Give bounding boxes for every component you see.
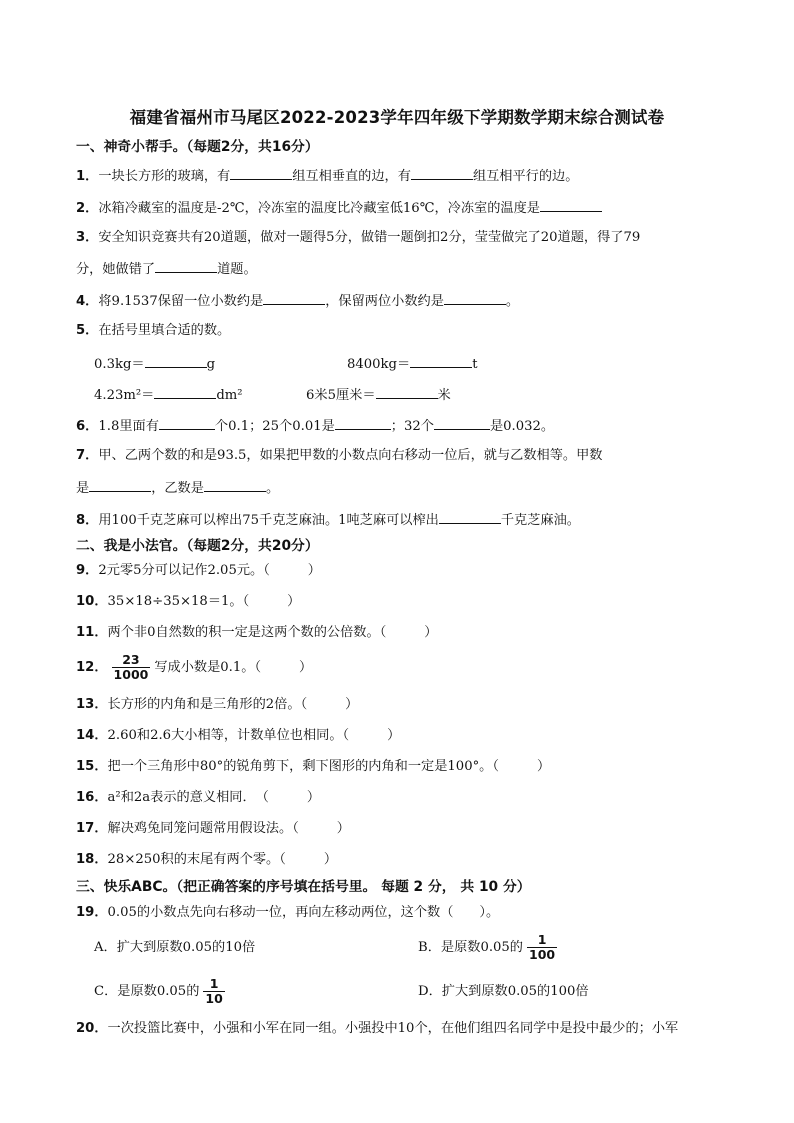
fraction-numerator: 1 <box>209 976 219 991</box>
question-number: 19． <box>76 905 108 920</box>
question-1 <box>76 165 578 187</box>
question-number: 4． <box>76 294 99 309</box>
answer-blank[interactable] <box>263 290 325 305</box>
answer-blank[interactable] <box>444 290 506 305</box>
section-3-heading: 三、快乐ABC。（把正确答案的序号填在括号里。 每题 2 分， 共 10 分） <box>76 879 531 895</box>
answer-blank[interactable] <box>204 477 266 492</box>
fraction <box>527 933 557 962</box>
question-number: 3． <box>76 230 99 245</box>
question-text: 分，她做错了 <box>76 262 156 277</box>
paren-close: ） <box>387 728 401 743</box>
answer-blank[interactable] <box>145 353 207 368</box>
fraction-numerator: 23 <box>122 652 140 667</box>
question-14 <box>76 726 400 746</box>
question-text: 千克芝麻油。 <box>500 513 580 528</box>
exam-title: 福建省福州市马尾区2022-2023学年四年级下学期数学期末综合测试卷 <box>129 108 665 127</box>
question-text: a²和2a表示的意义相同． （ <box>107 790 269 805</box>
question-12 <box>76 651 312 685</box>
question-number: 20． <box>76 1021 108 1036</box>
question-13 <box>76 695 358 715</box>
option-c[interactable] <box>94 975 229 1009</box>
question-17 <box>76 819 350 839</box>
question-number: 14． <box>76 728 108 743</box>
question-10 <box>76 592 300 612</box>
question-9 <box>76 561 321 581</box>
question-19 <box>76 903 499 923</box>
question-text: 组互相垂直的边，有 <box>292 169 411 184</box>
item-text: 4.23m²＝ <box>94 388 155 403</box>
question-text: 安全知识竞赛共有20道题，做对一题得5分，做错一题倒扣2分，莹莹做完了20道题，得了79 <box>98 230 641 245</box>
fraction-denominator: 10 <box>205 991 223 1006</box>
question-5-item-4 <box>306 384 451 406</box>
paren-close: ） <box>307 563 321 578</box>
question-number: 2． <box>76 201 99 216</box>
question-number: 6． <box>76 419 99 434</box>
answer-blank[interactable] <box>439 509 501 524</box>
question-text: 用100千克芝麻可以榨出75千克芝麻油。1吨芝麻可以榨出 <box>98 513 439 528</box>
answer-blank[interactable] <box>540 197 602 212</box>
answer-blank[interactable] <box>434 415 490 430</box>
item-text: 6米5厘米＝ <box>306 388 376 403</box>
option-a-text: A．扩大到原数0.05的10倍 <box>94 940 256 955</box>
question-7-cont <box>76 477 279 499</box>
question-16 <box>76 788 320 808</box>
question-number: 18． <box>76 852 108 867</box>
option-c-text: C．是原数0.05的 <box>94 984 200 999</box>
question-text: 冰箱冷藏室的温度是-2℃，冷冻室的温度比冷藏室低16℃，冷冻室的温度是 <box>98 201 540 216</box>
question-number: 8． <box>76 513 99 528</box>
question-text: 长方形的内角和是三角形的2倍。（ <box>107 697 308 712</box>
question-number: 15． <box>76 759 108 774</box>
question-4 <box>76 290 519 312</box>
question-5-item-3 <box>94 384 243 406</box>
item-text: 8400kg＝ <box>347 357 411 372</box>
question-number: 16． <box>76 790 108 805</box>
question-text: ，乙数是 <box>151 481 204 496</box>
fraction-denominator: 1000 <box>113 667 149 682</box>
item-unit: t <box>472 357 478 372</box>
question-number: 1． <box>76 169 99 184</box>
question-text: 是0.032。 <box>489 419 555 434</box>
paren-close: ） <box>323 852 338 867</box>
question-18 <box>76 850 337 870</box>
answer-blank[interactable] <box>376 384 438 399</box>
answer-blank[interactable] <box>159 415 215 430</box>
section-1-heading: 一、神奇小帮手。（每题2分，共16分） <box>76 139 319 155</box>
question-3-cont <box>76 258 257 280</box>
question-text: 个0.1；25个0.01是 <box>214 419 335 434</box>
option-b-text: B．是原数0.05的 <box>418 940 523 955</box>
paren-close: ） <box>536 759 551 774</box>
question-text: 是 <box>76 481 90 496</box>
answer-blank[interactable] <box>411 165 473 180</box>
question-text: 写成小数是0.1。（ <box>154 660 262 675</box>
option-a[interactable] <box>94 931 255 965</box>
question-text: 28×250积的末尾有两个零。（ <box>107 852 286 867</box>
question-text: 1.8里面有 <box>98 419 159 434</box>
option-d-text: D．扩大到原数0.05的100倍 <box>418 984 589 999</box>
paren-close: ） <box>299 660 313 675</box>
answer-blank[interactable] <box>155 258 217 273</box>
question-20 <box>76 1019 678 1039</box>
option-d[interactable] <box>418 975 589 1009</box>
question-3 <box>76 228 640 248</box>
answer-blank[interactable] <box>89 477 151 492</box>
question-6 <box>76 415 554 437</box>
question-7 <box>76 446 603 466</box>
question-number: 5． <box>76 323 99 338</box>
question-text: 一块长方形的玻璃，有 <box>98 169 231 184</box>
paren-close: ） <box>424 625 438 640</box>
question-number: 11． <box>76 625 108 640</box>
question-text: 。 <box>265 481 280 496</box>
question-number: 13． <box>76 697 108 712</box>
question-text: 组互相平行的边。 <box>472 169 579 184</box>
fraction-numerator: 1 <box>537 932 547 947</box>
question-text: 甲、乙两个数的和是93.5，如果把甲数的小数点向右移动一位后，就与乙数相等。甲数 <box>98 448 603 463</box>
question-text: 两个非0自然数的积一定是这两个数的公倍数。（ <box>107 625 387 640</box>
question-5-item-1 <box>94 353 215 375</box>
question-text: 把一个三角形中80°的锐角剪下，剩下图形的内角和一定是100°。（ <box>107 759 499 774</box>
question-text: 在括号里填合适的数。 <box>98 323 231 338</box>
paren-close: ） <box>306 790 320 805</box>
item-unit: 米 <box>437 388 451 403</box>
question-text: 2.60和2.6大小相等，计数单位也相同。（ <box>107 728 350 743</box>
question-text: ，保留两位小数约是 <box>325 294 444 309</box>
section-2-heading: 二、我是小法官。（每题2分，共20分） <box>76 538 319 554</box>
question-number: 17． <box>76 821 108 836</box>
question-text: ；32个 <box>390 419 434 434</box>
fraction <box>112 653 151 682</box>
question-15 <box>76 757 550 777</box>
fraction <box>203 977 224 1006</box>
question-number: 10． <box>76 594 108 609</box>
question-11 <box>76 623 437 643</box>
paren-close: ） <box>336 821 350 836</box>
question-text: 。 <box>505 294 520 309</box>
question-5 <box>76 321 230 341</box>
question-number: 12． <box>76 660 108 675</box>
question-text: 35×18÷35×18＝1。（ <box>107 594 250 609</box>
question-text: 将9.1537保留一位小数约是 <box>98 294 264 309</box>
answer-blank[interactable] <box>335 415 391 430</box>
question-text: 2元零5分可以记作2.05元。（ <box>98 563 270 578</box>
answer-blank[interactable] <box>410 353 472 368</box>
question-text: 一次投篮比赛中，小强和小军在同一组。小强投中10个，在他们组四名同学中是投中最少的；小军 <box>107 1021 679 1036</box>
item-unit: g <box>206 357 216 372</box>
item-unit: dm² <box>216 388 243 403</box>
question-number: 7． <box>76 448 99 463</box>
question-text: 0.05的小数点先向右移动一位，再向左移动两位，这个数（ <box>107 905 454 920</box>
question-2 <box>76 197 602 219</box>
answer-blank[interactable] <box>154 384 216 399</box>
paren-close: ） <box>345 697 359 712</box>
paren-close: ）。 <box>479 905 500 920</box>
paren-close: ） <box>287 594 301 609</box>
item-text: 0.3kg＝ <box>94 357 145 372</box>
question-8 <box>76 509 580 531</box>
answer-blank[interactable] <box>230 165 292 180</box>
question-number: 9． <box>76 563 99 578</box>
question-5-item-2 <box>347 353 478 375</box>
question-text: 道题。 <box>217 262 257 277</box>
question-text: 解决鸡兔同笼问题常用假设法。（ <box>107 821 299 836</box>
option-b[interactable] <box>418 931 561 965</box>
fraction-denominator: 100 <box>529 947 556 962</box>
